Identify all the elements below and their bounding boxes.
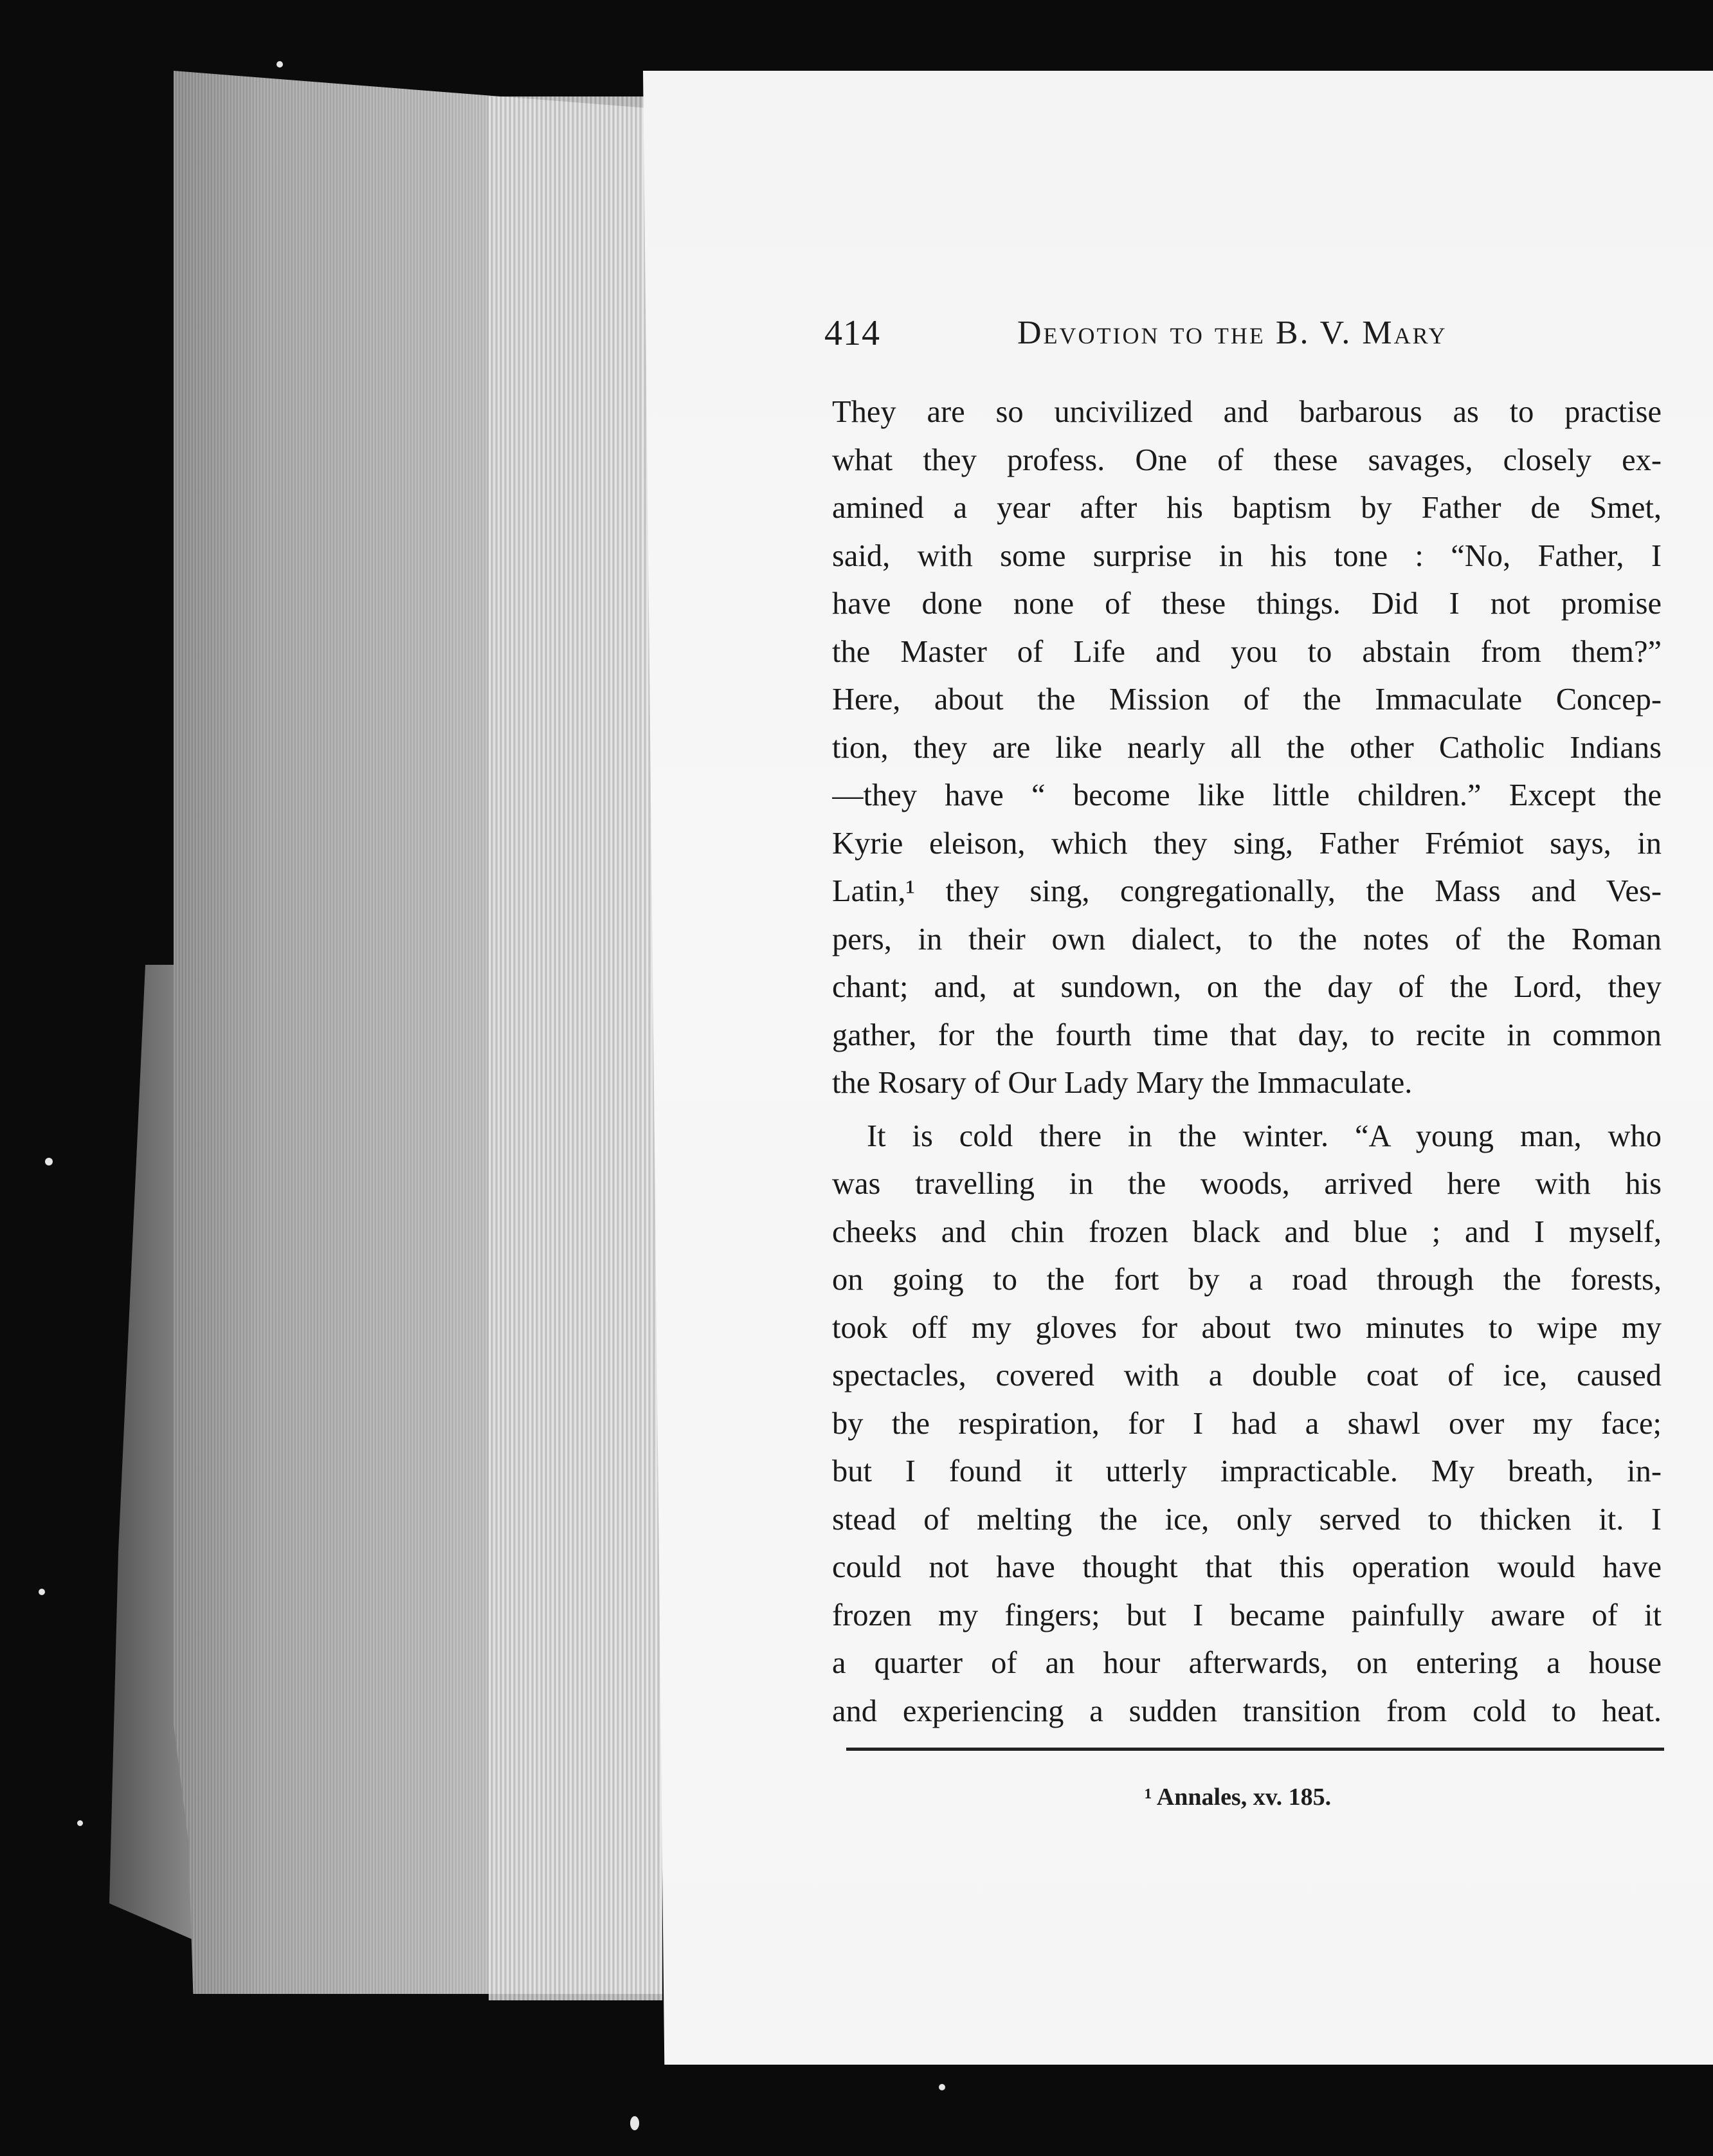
running-head [824, 313, 1680, 364]
text-line: amined a year after his baptism by Father de Smet, [832, 491, 1662, 525]
page-header-title: Devotion to the B. V. Mary [1017, 315, 1447, 351]
text-line: gather, for the fourth time that day, to recite in common [832, 1018, 1662, 1052]
text-line: what they profess. One of these savages, closely ex- [832, 443, 1662, 477]
text-line: They are so uncivilized and barbarous as to practise [832, 395, 1662, 429]
body-text [832, 388, 1662, 1735]
page-leaves [489, 96, 662, 2000]
page-number: 414 [824, 313, 880, 353]
text-line: took off my gloves for about two minutes to wipe my [832, 1310, 1662, 1345]
text-line: Kyrie eleison, which they sing, Father Frémiot says, in [832, 826, 1662, 861]
text-line: pers, in their own dialect, to the notes of the Roman [832, 922, 1662, 956]
text-line: Latin,¹ they sing, congregationally, the Mass and Ves- [832, 874, 1662, 908]
text-line: and experiencing a sudden transition from cold to heat. [832, 1694, 1662, 1728]
text-line: frozen my fingers; but I became painfully aware of it [832, 1598, 1662, 1632]
text-line: the Master of Life and you to abstain from them?” [832, 634, 1662, 669]
text-line: chant; and, at sundown, on the day of the Lord, they [832, 970, 1662, 1004]
text-line: said, with some surprise in his tone : “No, Father, I [832, 538, 1662, 573]
text-line: by the respiration, for I had a shawl over my face; [832, 1406, 1662, 1441]
footnote: ¹ Annales, xv. 185. [1145, 1784, 1332, 1811]
text-line: a quarter of an hour afterwards, on entering a house [832, 1646, 1662, 1680]
text-line: on going to the fort by a road through the forests, [832, 1263, 1662, 1297]
text-line: have done none of these things. Did I not promise [832, 587, 1662, 621]
text-line: the Rosary of Our Lady Mary the Immaculate. [832, 1066, 1413, 1100]
text-line: cheeks and chin frozen black and blue ; and I myself, [832, 1214, 1662, 1249]
text-line: but I found it utterly impracticable. My breath, in- [832, 1454, 1662, 1488]
text-line: stead of melting the ice, only served to thicken it. I [832, 1502, 1662, 1537]
text-line: spectacles, covered with a double coat of ice, caused [832, 1358, 1662, 1393]
text-line: could not have thought that this operation would have [832, 1550, 1662, 1584]
text-line: It is cold there in the winter. “A young man, who [867, 1119, 1662, 1153]
text-line: was travelling in the woods, arrived here with his [832, 1167, 1662, 1201]
text-line: tion, they are like nearly all the other Catholic Indians [832, 730, 1662, 765]
footnote-rule [846, 1748, 1664, 1751]
text-line: Here, about the Mission of the Immaculate Concep- [832, 682, 1662, 717]
text-line: —they have “ become like little children.” Except the [832, 778, 1662, 812]
